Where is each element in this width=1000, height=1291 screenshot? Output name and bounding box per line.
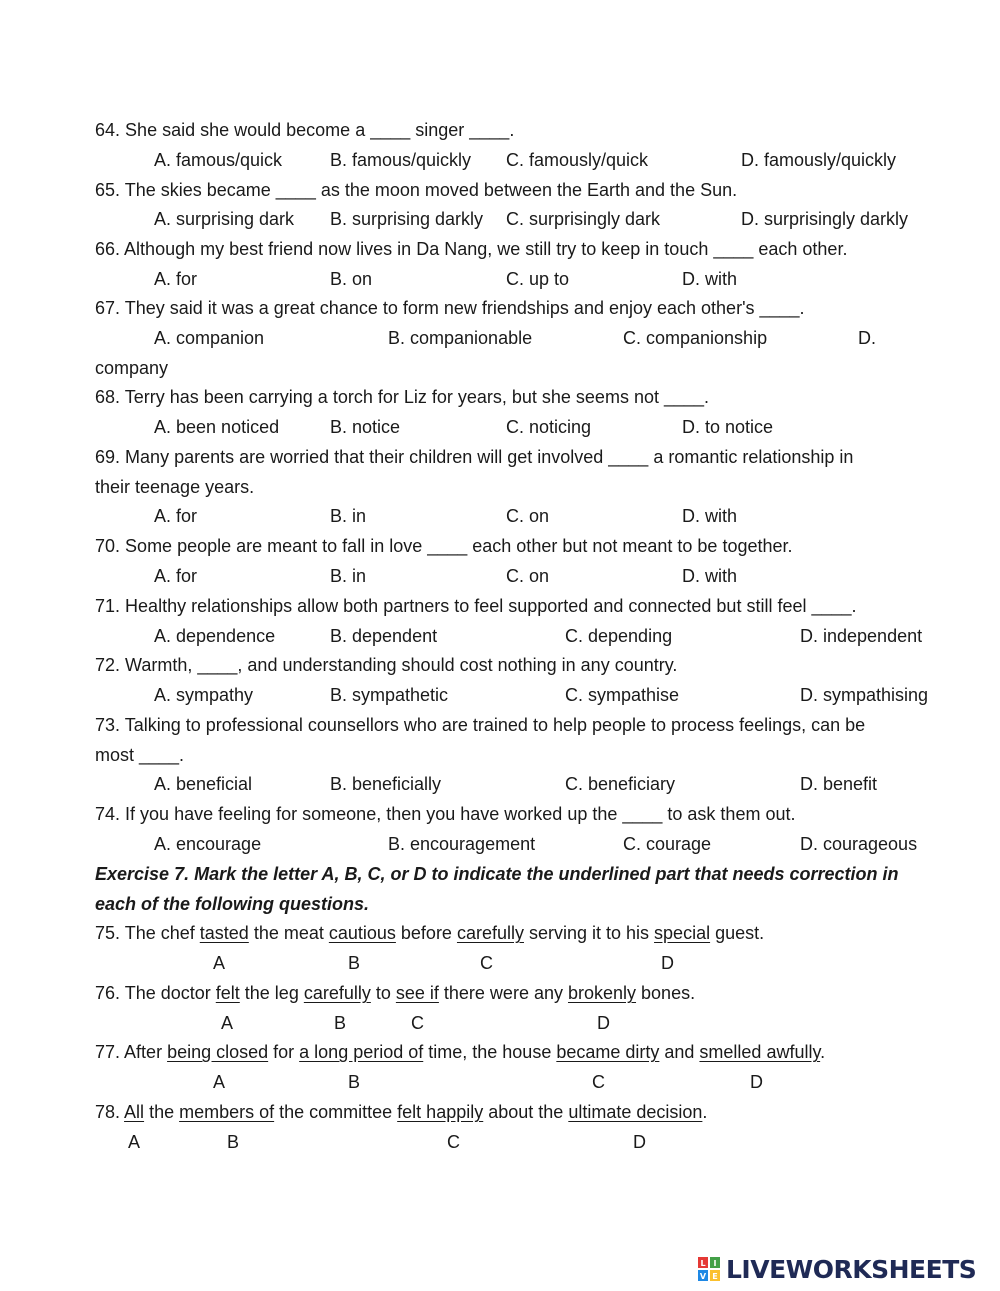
question-72	[95, 654, 677, 678]
option-d: D. with	[682, 506, 738, 526]
option-c: C. depending	[565, 626, 673, 646]
question-text: Although my best friend now lives in Da Nang, we still try to keep in touch ____ each other.	[124, 239, 848, 259]
letter-a: A	[213, 953, 226, 973]
underlined-part-c: carefully	[456, 923, 524, 943]
option-b: B. beneficially	[330, 774, 442, 794]
text-segment: .	[820, 1042, 826, 1062]
underlined-part-b: members of	[179, 1102, 275, 1122]
option-a: A. for	[154, 566, 198, 586]
question-text: Warmth, ____, and understanding should cost nothing in any country.	[125, 655, 678, 675]
text-segment: time, the house	[423, 1042, 557, 1062]
option-d: D. to notice	[682, 417, 774, 437]
option-c: C. sympathise	[565, 685, 680, 705]
underlined-part-b: a long period of	[299, 1042, 424, 1062]
text-segment: The chef	[124, 923, 200, 943]
letter-b: B	[348, 1072, 361, 1092]
letter-a: A	[213, 1072, 226, 1092]
option-d: D. with	[682, 269, 738, 289]
question-number: 65.	[95, 180, 121, 200]
option-b: B. famous/quickly	[330, 150, 472, 170]
option-d: D. benefit	[800, 774, 878, 794]
letter-a: A	[128, 1132, 141, 1152]
option-c: C. up to	[506, 269, 570, 289]
question-number: 74.	[95, 804, 121, 824]
text-segment: the	[144, 1102, 180, 1122]
question-number: 78.	[95, 1102, 121, 1122]
text-segment: After	[124, 1042, 168, 1062]
question-67	[95, 297, 805, 321]
option-d: D. sympathising	[800, 685, 929, 705]
underlined-part-a: tasted	[199, 923, 249, 943]
option-c: C. surprisingly dark	[506, 209, 661, 229]
option-a: A. dependence	[154, 626, 276, 646]
underlined-part-c: see if	[395, 983, 439, 1003]
letter-d: D	[750, 1072, 763, 1092]
option-b: B. dependent	[330, 626, 438, 646]
question-number: 71.	[95, 596, 121, 616]
option-b: B. notice	[330, 417, 401, 437]
svg-text:E: E	[712, 1272, 718, 1281]
option-c: C. companionship	[623, 328, 768, 348]
question-76	[95, 982, 695, 1006]
svg-text:L: L	[700, 1259, 706, 1268]
underlined-part-a: All	[124, 1102, 145, 1122]
text-segment: there were any	[438, 983, 568, 1003]
option-b: B. sympathetic	[330, 685, 449, 705]
underlined-part-b: cautious	[328, 923, 396, 943]
underlined-part-c: felt happily	[397, 1102, 484, 1122]
svg-text:V: V	[699, 1272, 707, 1281]
question-number: 70.	[95, 536, 121, 556]
letter-d: D	[661, 953, 674, 973]
question-65	[95, 179, 737, 203]
question-73	[95, 714, 865, 738]
question-text: Some people are meant to fall in love ____ each other but not meant to be together.	[125, 536, 793, 556]
underlined-part-d: ultimate decision	[568, 1102, 703, 1122]
option-d: D. courageous	[800, 834, 918, 854]
underlined-part-d: special	[654, 923, 711, 943]
letter-b: B	[227, 1132, 240, 1152]
option-a: A. beneficial	[154, 774, 253, 794]
letter-d: D	[633, 1132, 646, 1152]
text-segment: serving it to his	[523, 923, 655, 943]
option-a: A. encourage	[154, 834, 262, 854]
option-a: A. famous/quick	[154, 150, 283, 170]
question-69	[95, 446, 853, 470]
text-segment: .	[702, 1102, 708, 1122]
option-d: D.	[858, 328, 876, 348]
letter-a: A	[221, 1013, 234, 1033]
letter-d: D	[597, 1013, 610, 1033]
option-b: B. encouragement	[388, 834, 536, 854]
option-b: B. on	[330, 269, 373, 289]
option-c: C. on	[506, 566, 550, 586]
underlined-part-a: being closed	[167, 1042, 269, 1062]
question-text: She said she would become a ____ singer ____.	[125, 120, 515, 140]
question-text-continued: most ____.	[95, 745, 185, 765]
question-text: They said it was a great chance to form new friendships and enjoy each other's ____.	[124, 298, 805, 318]
exercise-7-heading: Exercise 7. Mark the letter A, B, C, or D to indicate the underlined part that needs correction in	[95, 864, 899, 884]
letter-c: C	[592, 1072, 605, 1092]
option-c: C. on	[506, 506, 550, 526]
letter-b: B	[348, 953, 361, 973]
svg-text:I: I	[713, 1259, 717, 1268]
option-b: B. companionable	[388, 328, 533, 348]
text-segment: bones.	[636, 983, 696, 1003]
letter-c: C	[447, 1132, 460, 1152]
exercise-7-heading-continued: each of the following questions.	[95, 894, 370, 914]
text-segment: and	[659, 1042, 700, 1062]
question-78	[95, 1101, 707, 1125]
question-text: Talking to professional counsellors who are trained to help people to process feelings, can be	[124, 715, 866, 735]
question-71	[95, 595, 857, 619]
text-segment: for	[268, 1042, 300, 1062]
question-64	[95, 119, 514, 143]
letter-c: C	[411, 1013, 424, 1033]
text-segment: guest.	[710, 923, 765, 943]
underlined-part-a: felt	[215, 983, 240, 1003]
text-segment: the meat	[248, 923, 329, 943]
option-a: A. companion	[154, 328, 265, 348]
question-number: 67.	[95, 298, 121, 318]
underlined-part-d: brokenly	[567, 983, 637, 1003]
underlined-part-b: carefully	[303, 983, 371, 1003]
option-a: A. sympathy	[154, 685, 254, 705]
liveworksheets-mark-icon	[698, 1257, 720, 1281]
question-number: 68.	[95, 387, 121, 407]
question-number: 72.	[95, 655, 121, 675]
question-text: Terry has been carrying a torch for Liz for years, but she seems not ____.	[124, 387, 710, 407]
option-d: D. with	[682, 566, 738, 586]
question-66	[95, 238, 847, 262]
question-number: 73.	[95, 715, 121, 735]
question-text: Healthy relationships allow both partners to feel supported and connected but still feel ____.	[125, 596, 857, 616]
option-b: B. in	[330, 506, 367, 526]
question-number: 77.	[95, 1042, 121, 1062]
question-number: 69.	[95, 447, 121, 467]
text-segment: about the	[483, 1102, 569, 1122]
option-a: A. for	[154, 269, 198, 289]
option-d: D. famously/quickly	[741, 150, 897, 170]
text-segment: to	[370, 983, 396, 1003]
question-text: The skies became ____ as the moon moved between the Earth and the Sun.	[124, 180, 738, 200]
question-70	[95, 535, 793, 559]
option-a: A. for	[154, 506, 198, 526]
liveworksheets-logo	[698, 1254, 976, 1284]
question-74	[95, 803, 795, 827]
option-d: D. surprisingly darkly	[741, 209, 909, 229]
text-segment: before	[395, 923, 457, 943]
brand-name: LIVEWORKSHEETS	[726, 1254, 977, 1284]
option-b: B. surprising darkly	[330, 209, 484, 229]
question-text: Many parents are worried that their children will get involved ____ a romantic relationship in	[125, 447, 854, 467]
question-68	[95, 386, 709, 410]
option-c: C. famously/quick	[506, 150, 649, 170]
option-a: A. surprising dark	[154, 209, 295, 229]
option-c: C. beneficiary	[565, 774, 676, 794]
question-77	[95, 1041, 825, 1065]
text-segment: the leg	[239, 983, 304, 1003]
question-75	[95, 922, 764, 946]
question-number: 76.	[95, 983, 121, 1003]
question-text-continued: their teenage years.	[95, 477, 255, 497]
option-d: D. independent	[800, 626, 923, 646]
option-c: C. courage	[623, 834, 712, 854]
option-c: C. noticing	[506, 417, 592, 437]
option-b: B. in	[330, 566, 367, 586]
option-d-wrap: company	[95, 358, 169, 378]
letter-b: B	[334, 1013, 347, 1033]
question-text: If you have feeling for someone, then you have worked up the ____ to ask them out.	[125, 804, 796, 824]
underlined-part-d: smelled awfully	[699, 1042, 821, 1062]
question-number: 64.	[95, 120, 121, 140]
text-segment: The doctor	[124, 983, 216, 1003]
underlined-part-c: became dirty	[556, 1042, 660, 1062]
option-a: A. been noticed	[154, 417, 280, 437]
text-segment: the committee	[274, 1102, 398, 1122]
letter-c: C	[480, 953, 493, 973]
question-number: 75.	[95, 923, 121, 943]
question-number: 66.	[95, 239, 121, 259]
